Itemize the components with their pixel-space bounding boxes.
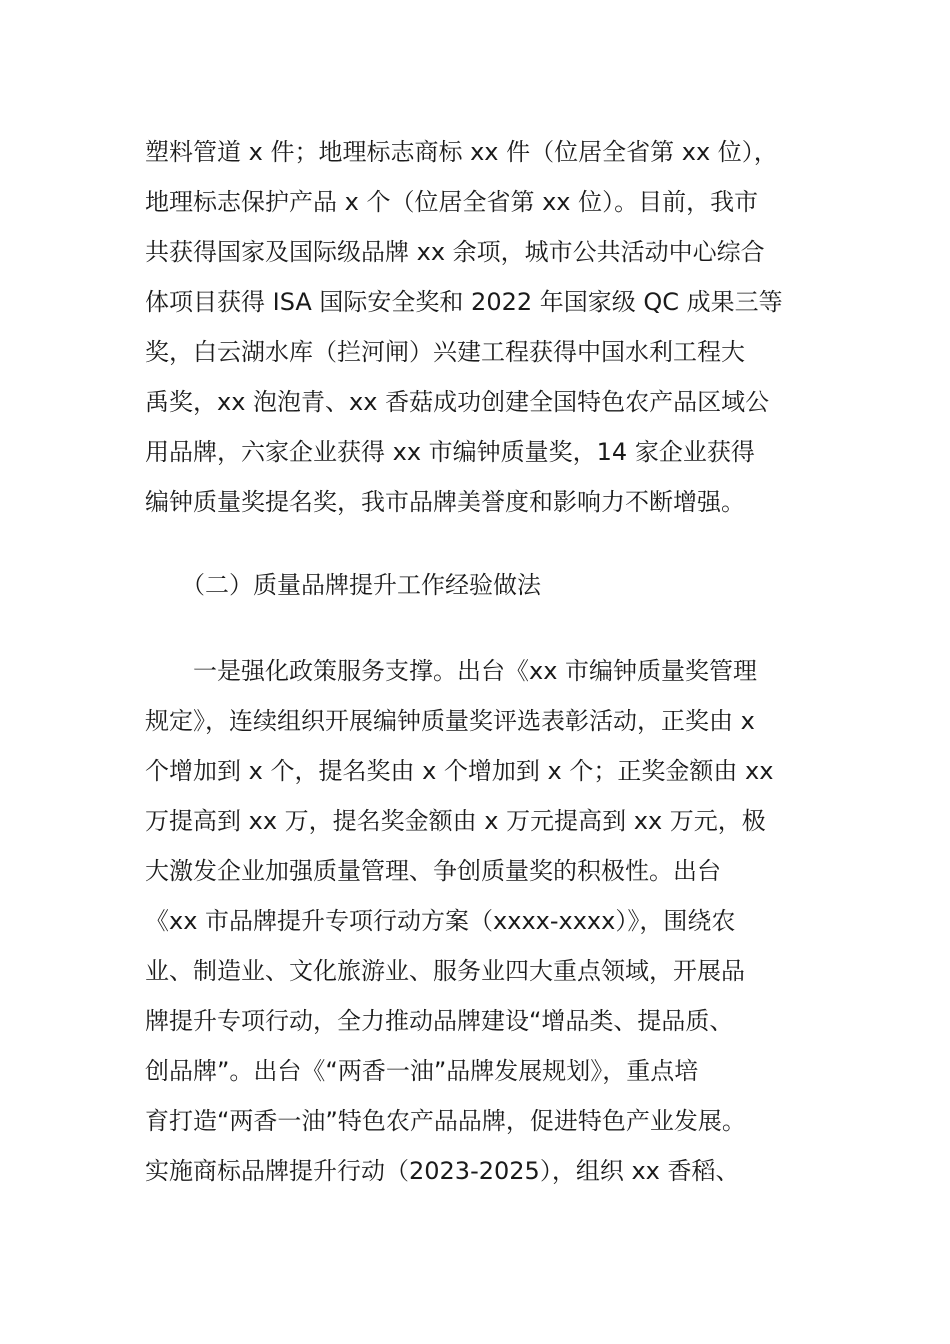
text-line: 个增加到 x 个，提名奖由 x 个增加到 x 个；正奖金额由 xx [145, 757, 774, 785]
text-line: 地理标志保护产品 x 个（位居全省第 xx 位）。目前，我市 [145, 188, 759, 216]
paragraph-brand-achievements [145, 127, 815, 527]
text-line: 规定》，连续组织开展编钟质量奖评选表彰活动，正奖由 x [145, 707, 755, 735]
text-line: 编钟质量奖提名奖，我市品牌美誉度和影响力不断增强。 [145, 488, 745, 516]
text-line: 大激发企业加强质量管理、争创质量奖的积极性。出台 [145, 857, 721, 885]
text-line: 牌提升专项行动，全力推动品牌建设“增品类、提品质、 [145, 1007, 734, 1035]
text-line: 《xx 市品牌提升专项行动方案（xxxx-xxxx）》，围绕农 [145, 907, 736, 935]
text-line: 用品牌，六家企业获得 xx 市编钟质量奖，14 家企业获得 [145, 438, 755, 466]
text-line: 体项目获得 ISA 国际安全奖和 2022 年国家级 QC 成果三等 [145, 288, 783, 316]
section-heading [145, 560, 815, 610]
text-line: 业、制造业、文化旅游业、服务业四大重点领域，开展品 [145, 957, 745, 985]
text-line: 奖，白云湖水库（拦河闸）兴建工程获得中国水利工程大 [145, 338, 745, 366]
section-heading-text: （二）质量品牌提升工作经验做法 [145, 571, 541, 599]
paragraph-policy-support [145, 646, 815, 1196]
text-line: 实施商标品牌提升行动（2023-2025），组织 xx 香稻、 [145, 1157, 740, 1185]
text-line: 创品牌”。出台《“两香一油”品牌发展规划》，重点培 [145, 1057, 699, 1085]
text-line: 一是强化政策服务支撑。出台《xx 市编钟质量奖管理 [145, 657, 758, 685]
text-line: 禹奖，xx 泡泡青、xx 香菇成功创建全国特色农产品区域公 [145, 388, 770, 416]
text-line: 共获得国家及国际级品牌 xx 余项，城市公共活动中心综合 [145, 238, 765, 266]
text-line: 塑料管道 x 件；地理标志商标 xx 件（位居全省第 xx 位）， [145, 138, 778, 166]
text-line: 育打造“两香一油”特色农产品品牌，促进特色产业发展。 [145, 1107, 746, 1135]
text-line: 万提高到 xx 万，提名奖金额由 x 万元提高到 xx 万元，极 [145, 807, 766, 835]
